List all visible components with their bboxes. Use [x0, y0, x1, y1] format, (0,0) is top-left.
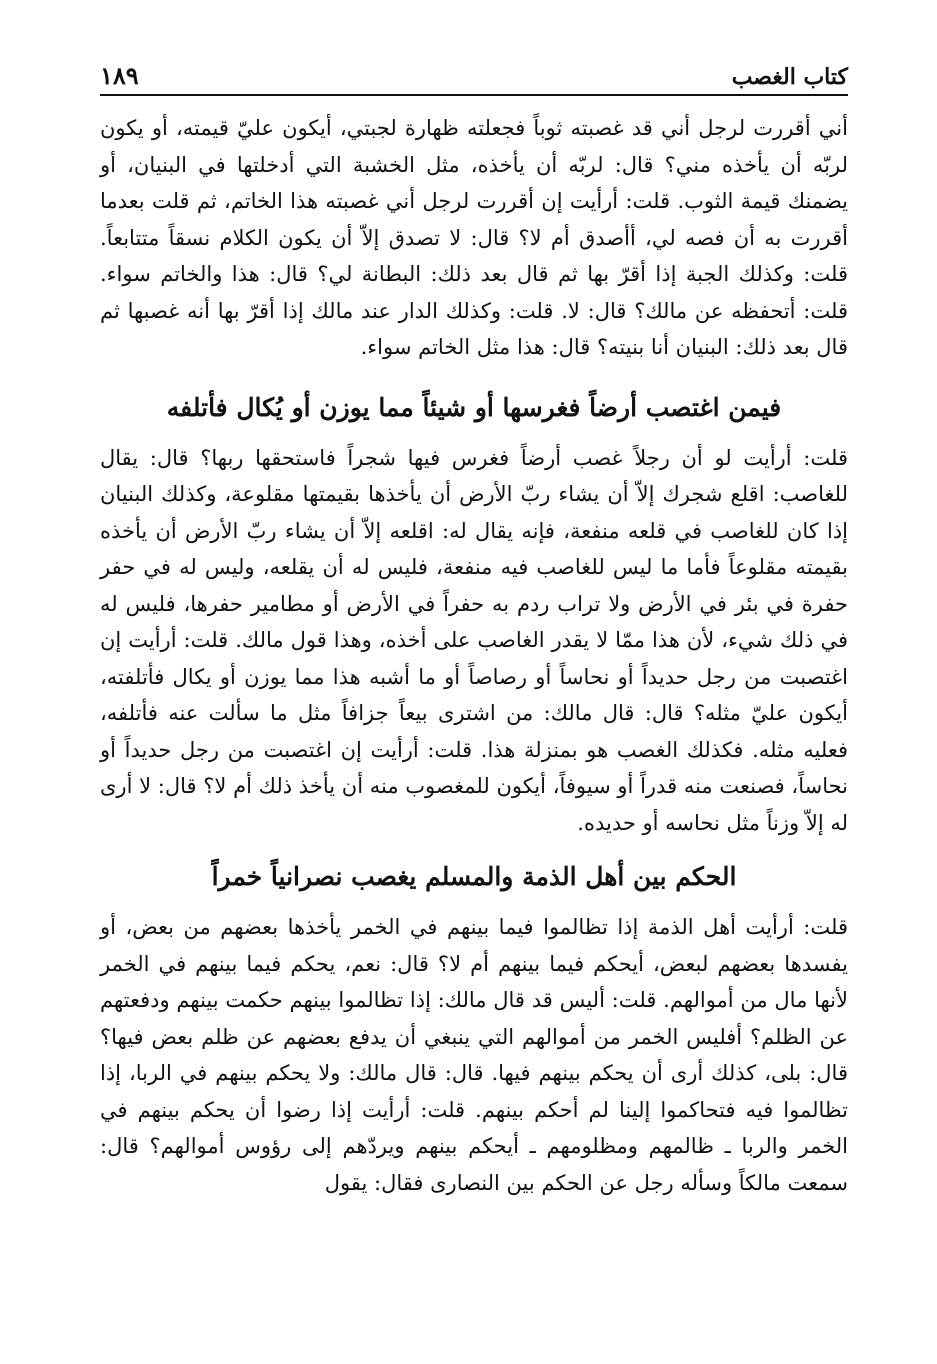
paragraph-dhimmi-wine: قلت: أرأيت أهل الذمة إذا تظالموا فيما بينهم في الخمر يأخذها بعضهم من بعض، أو يفسدها بعضهم لبعض، أيحكم فيما بينهم أم لا؟ قال: نعم، يحكم فيما بينهم في الخمر لأنها مال من أموالهم. قلت: أليس قد قال مالك: إذا تظالموا بينهم حكمت بينهم ودفعتهم عن الظلم؟ أفليس الخمر من أموالهم التي ينبغي أن يدفع بعضهم عن ظلم بعض فيها؟ قال: بلى، كذلك أرى أن يحكم بينهم فيها. قال: قال مالك: ولا يحكم بينهم في الربا، إذا تظالموا فيه فتحاكموا إلينا لم أحكم بينهم. قلت: أرأيت إذا رضوا أن يحكم بينهم في الخمر والربا ـ ظالمهم ومظلومهم ـ أيحكم بينهم ويردّهم إلى رؤوس أموالهم؟ قال: سمعت مالكاً وسأله رجل عن الحكم بين النصارى فقال: يقول	[100, 915, 848, 1195]
section-heading-land-usurpation: فيمن اغتصب أرضاً فغرسها أو شيئاً مما يوزن أو يُكال فأتلفه	[166, 392, 782, 422]
paragraph-continuation: أني أقررت لرجل أني قد غصبته ثوباً فجعلته ظهارة لجبتي، أيكون عليّ قيمته، أو يكون لربّه أن يأخذه مني؟ قال: لربّه أن يأخذه، مثل الخشبة التي أدخلتها في البنيان، أو يضمنك قيمة الثوب. قلت: أرأيت إن أقررت لرجل أني غصبته هذا الخاتم، ثم قلت بعدما أقررت به أن فصه لي، أأصدق أم لا؟ قال: لا تصدق إلاّ أن يكون الكلام نسقاً متتابعاً. قلت: وكذلك الجبة إذا أقرّ بها ثم قال بعد ذلك: البطانة لي؟ قال: هذا والخاتم سواء. قلت: أتحفظه عن مالك؟ قال: لا. قلت: وكذلك الدار عند مالك إذا أقرّ بها أنه غصبها ثم قال بعد ذلك: البنيان أنا بنيته؟ قال: هذا مثل الخاتم سواء.	[100, 116, 848, 359]
section-heading-dhimmi-wine: الحكم بين أهل الذمة والمسلم يغصب نصرانياً خمراً	[211, 862, 737, 891]
page-number: ١٨٩	[100, 61, 139, 90]
paragraph-land-usurpation: قلت: أرأيت لو أن رجلاً غصب أرضاً فغرس فيها شجراً فاستحقها ربها؟ قال: يقال للغاصب: اقلع شجرك إلاّ أن يشاء ربّ الأرض أن يأخذها بقيمتها مقلوعة، وكذلك البنيان إذا كان للغاصب في قلعه منفعة، فإنه يقال له: اقلعه إلاّ أن يشاء ربّ الأرض أن يأخذه بقيمته مقلوعاً فأما ما ليس للغاصب فيه منفعة، فليس له أن يقلعه، وليس له في حفر حفرة في بئر في الأرض ولا تراب ردم به حفراً في الأرض أو مطامير حفرها، فليس له في ذلك شيء، لأن هذا ممّا لا يقدر الغاصب على أخذه، وهذا قول مالك. قلت: أرأيت إن اغتصبت من رجل حديداً أو نحاساً أو رصاصاً أو ما أشبه هذا مما يوزن أو يكال فأتلفته، أيكون عليّ مثله؟ قال: قال مالك: من اشترى بيعاً جزافاً مثل ما سألت عنه فأتلفه، فعليه مثله. فكذلك الغصب هو بمنزلة هذا. قلت: أرأيت إن اغتصبت من رجل حديداً أو نحاساً، فصنعت منه قدراً أو سيوفاً، أيكون للمغصوب منه أن يأخذ ذلك أم لا؟ قال: لا أرى له إلاّ وزناً مثل نحاسه أو حديده.	[100, 445, 848, 835]
page-header	[100, 50, 848, 96]
book-page	[100, 50, 848, 1201]
book-title: كتاب الغصب	[731, 64, 848, 90]
page-content	[100, 110, 848, 1201]
